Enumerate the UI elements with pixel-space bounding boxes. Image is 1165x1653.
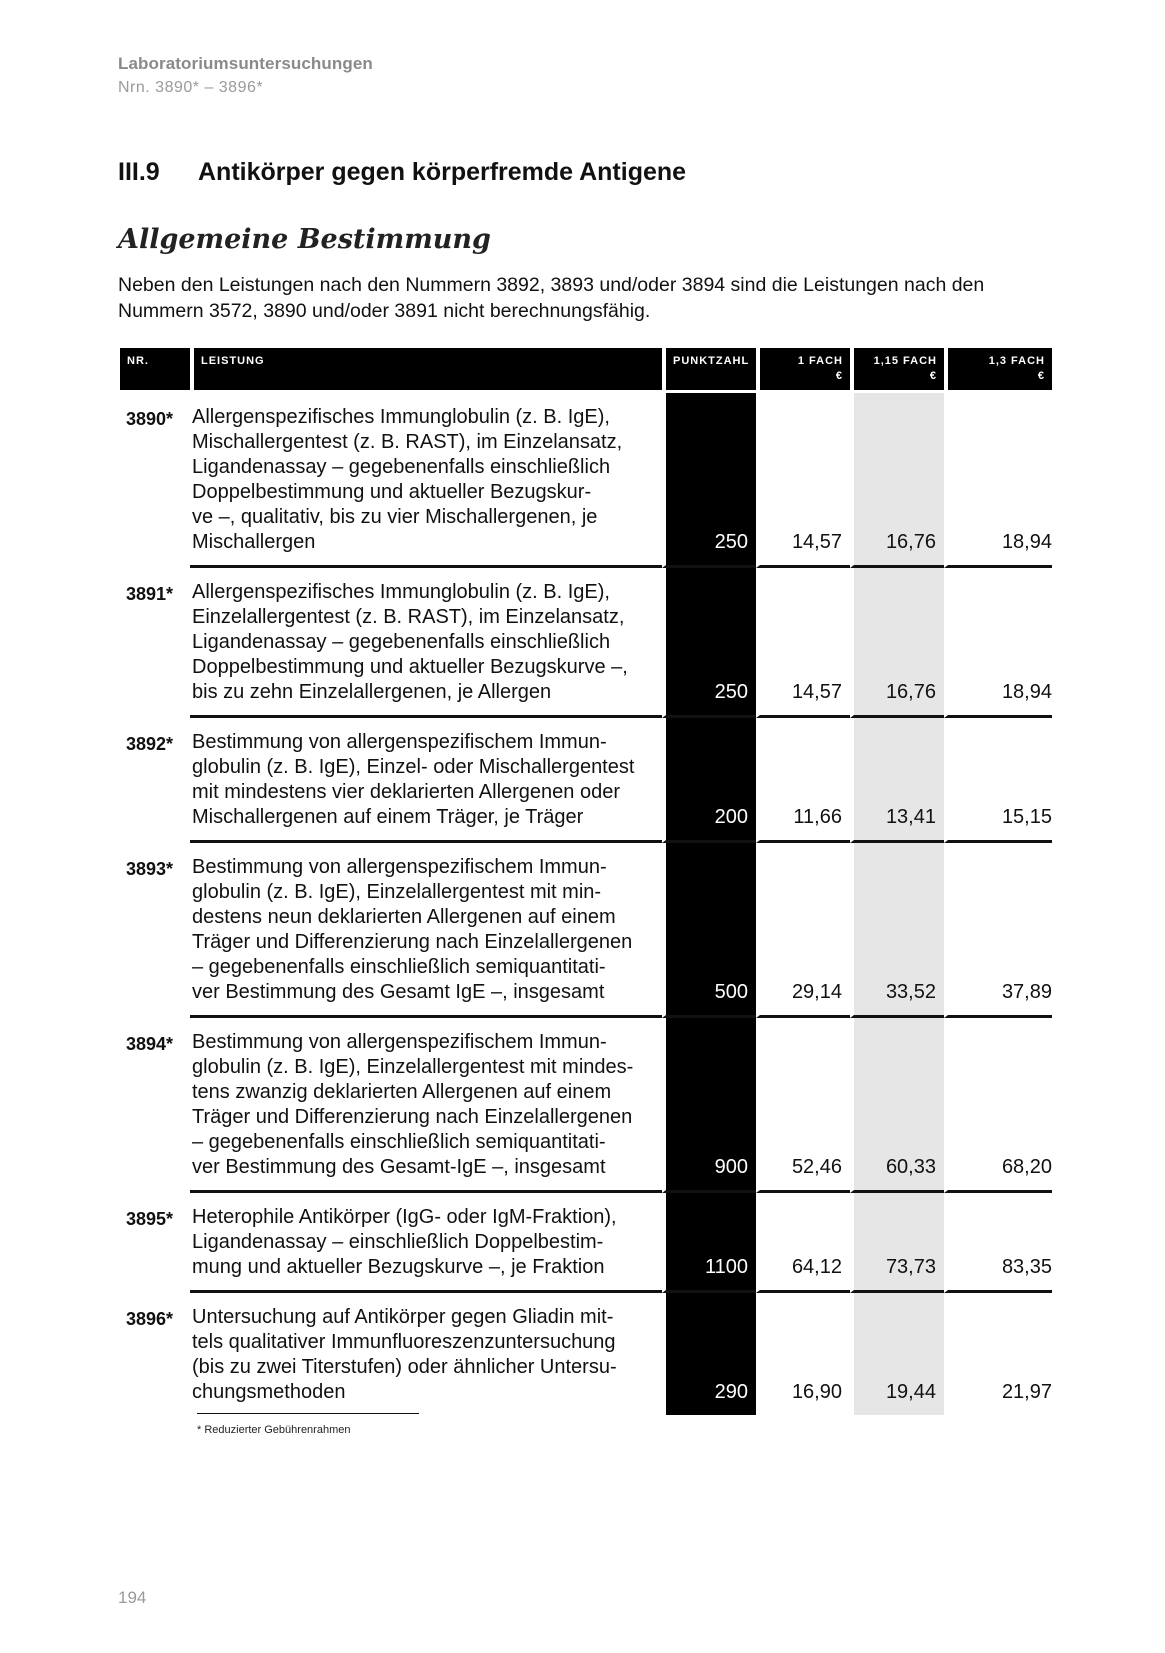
running-head-title: Laboratoriumsuntersuchungen <box>118 54 373 73</box>
row-leistung: Allergenspezifisches Immunglobulin (z. B. IgE), Mischallergentest (z. B. RAST), im Einzelansatz, Ligandenassay – gegebenenfalls einschließlich Doppelbestimmung und aktueller Bezugskur- ve –, qualitativ, bis zu vier Mischallergenen, je Mischallergen <box>190 393 662 568</box>
table-row <box>120 1293 1052 1415</box>
row-punktzahl: 900 <box>662 1018 756 1193</box>
row-leistung: Bestimmung von allergenspezifischem Immun- globulin (z. B. IgE), Einzelallergentest mit min- destens neun deklarierten Allergenen auf einem Träger und Differenzierung nach Einzelallergenen – gegebenenfalls einschließlich semiquantitati- ver Bestimmung des Gesamt IgE –, insgesamt <box>190 843 662 1018</box>
row-1-fach: 29,14 <box>756 843 850 1018</box>
page-number: 194 <box>118 1588 147 1607</box>
row-punktzahl: 200 <box>662 718 756 843</box>
table-row <box>120 718 1052 843</box>
row-punktzahl: 290 <box>662 1293 756 1415</box>
header-punktzahl: PUNKTZAHL <box>662 348 756 390</box>
row-punktzahl: 250 <box>662 393 756 568</box>
row-1-fach: 64,12 <box>756 1193 850 1293</box>
row-1-3-fach: 37,89 <box>944 843 1052 1018</box>
row-1-3-fach: 18,94 <box>944 568 1052 718</box>
table-row <box>120 843 1052 1018</box>
row-1-15-fach: 73,73 <box>850 1193 944 1293</box>
row-nr: 3892* <box>126 734 174 754</box>
footnote: * Reduzierter Gebührenrahmen <box>197 1424 351 1436</box>
row-1-fach: 52,46 <box>756 1018 850 1193</box>
row-1-3-fach: 21,97 <box>944 1293 1052 1415</box>
row-leistung: Bestimmung von allergenspezifischem Immun- globulin (z. B. IgE), Einzelallergentest mit mindes- tens zwanzig deklarierten Allergenen auf einem Träger und Differenzierung nach Einzelallergenen – gegebenenfalls einschließlich semiquantitati- ver Bestimmung des Gesamt-IgE –, insgesamt <box>190 1018 662 1193</box>
row-punktzahl: 500 <box>662 843 756 1018</box>
subheading: Allgemeine Bestimmung <box>118 224 491 255</box>
row-1-15-fach: 33,52 <box>850 843 944 1018</box>
section-title: Antikörper gegen körperfremde Antigene <box>198 158 687 186</box>
row-leistung: Allergenspezifisches Immunglobulin (z. B. IgE), Einzelallergentest (z. B. RAST), im Einzelansatz, Ligandenassay – gegebenenfalls einschließlich Doppelbestimmung und aktueller Bezugskurve –, bis zu zehn Einzelallergenen, je Allergen <box>190 568 662 718</box>
row-nr: 3890* <box>126 409 174 429</box>
section-heading <box>118 158 686 187</box>
row-nr: 3891* <box>126 584 174 604</box>
intro-paragraph: Neben den Leistungen nach den Nummern 3892, 3893 und/oder 3894 sind die Leistungen nach den Nummern 3572, 3890 und/oder 3891 nicht berechnungsfähig. <box>118 274 985 322</box>
row-punktzahl: 250 <box>662 568 756 718</box>
running-head <box>118 54 373 97</box>
row-leistung: Bestimmung von allergenspezifischem Immun- globulin (z. B. IgE), Einzel- oder Mischallergentest mit mindestens vier deklarierten Allergenen oder Mischallergenen auf einem Träger, je Träger <box>190 718 662 843</box>
row-nr: 3895* <box>126 1209 174 1229</box>
row-1-3-fach: 18,94 <box>944 393 1052 568</box>
fee-table <box>120 348 1052 1415</box>
row-nr: 3896* <box>126 1309 174 1329</box>
header-leistung: LEISTUNG <box>190 348 662 390</box>
row-1-fach: 14,57 <box>756 568 850 718</box>
row-leistung: Heterophile Antikörper (IgG- oder IgM-Fraktion), Ligandenassay – einschließlich Doppelbestim- mung und aktueller Bezugskurve –, je Fraktion <box>190 1193 662 1293</box>
section-number: III.9 <box>118 158 160 186</box>
row-nr: 3894* <box>126 1034 174 1054</box>
row-1-15-fach: 16,76 <box>850 568 944 718</box>
row-1-fach: 14,57 <box>756 393 850 568</box>
header-1-3-fach: 1,3 FACH € <box>944 348 1052 390</box>
table-row <box>120 1193 1052 1293</box>
row-1-3-fach: 68,20 <box>944 1018 1052 1193</box>
row-1-3-fach: 83,35 <box>944 1193 1052 1293</box>
row-punktzahl: 1100 <box>662 1193 756 1293</box>
header-1-fach: 1 FACH € <box>756 348 850 390</box>
running-head-subtitle: Nrn. 3890* – 3896* <box>118 79 264 96</box>
table-row <box>120 568 1052 718</box>
row-1-fach: 11,66 <box>756 718 850 843</box>
row-1-fach: 16,90 <box>756 1293 850 1415</box>
row-1-15-fach: 13,41 <box>850 718 944 843</box>
table-header-row <box>120 348 1052 390</box>
row-1-15-fach: 60,33 <box>850 1018 944 1193</box>
header-1-15-fach: 1,15 FACH € <box>850 348 944 390</box>
footnote-divider <box>197 1413 419 1414</box>
table-row <box>120 393 1052 568</box>
row-nr: 3893* <box>126 859 174 879</box>
row-1-3-fach: 15,15 <box>944 718 1052 843</box>
table-row <box>120 1018 1052 1193</box>
header-nr: NR. <box>120 348 190 390</box>
row-1-15-fach: 19,44 <box>850 1293 944 1415</box>
row-leistung: Untersuchung auf Antikörper gegen Gliadin mit- tels qualitativer Immunfluoreszenzuntersuchung (bis zu zwei Titerstufen) oder ähnlicher Untersu- chungsmethoden <box>192 1306 617 1403</box>
row-1-15-fach: 16,76 <box>850 393 944 568</box>
